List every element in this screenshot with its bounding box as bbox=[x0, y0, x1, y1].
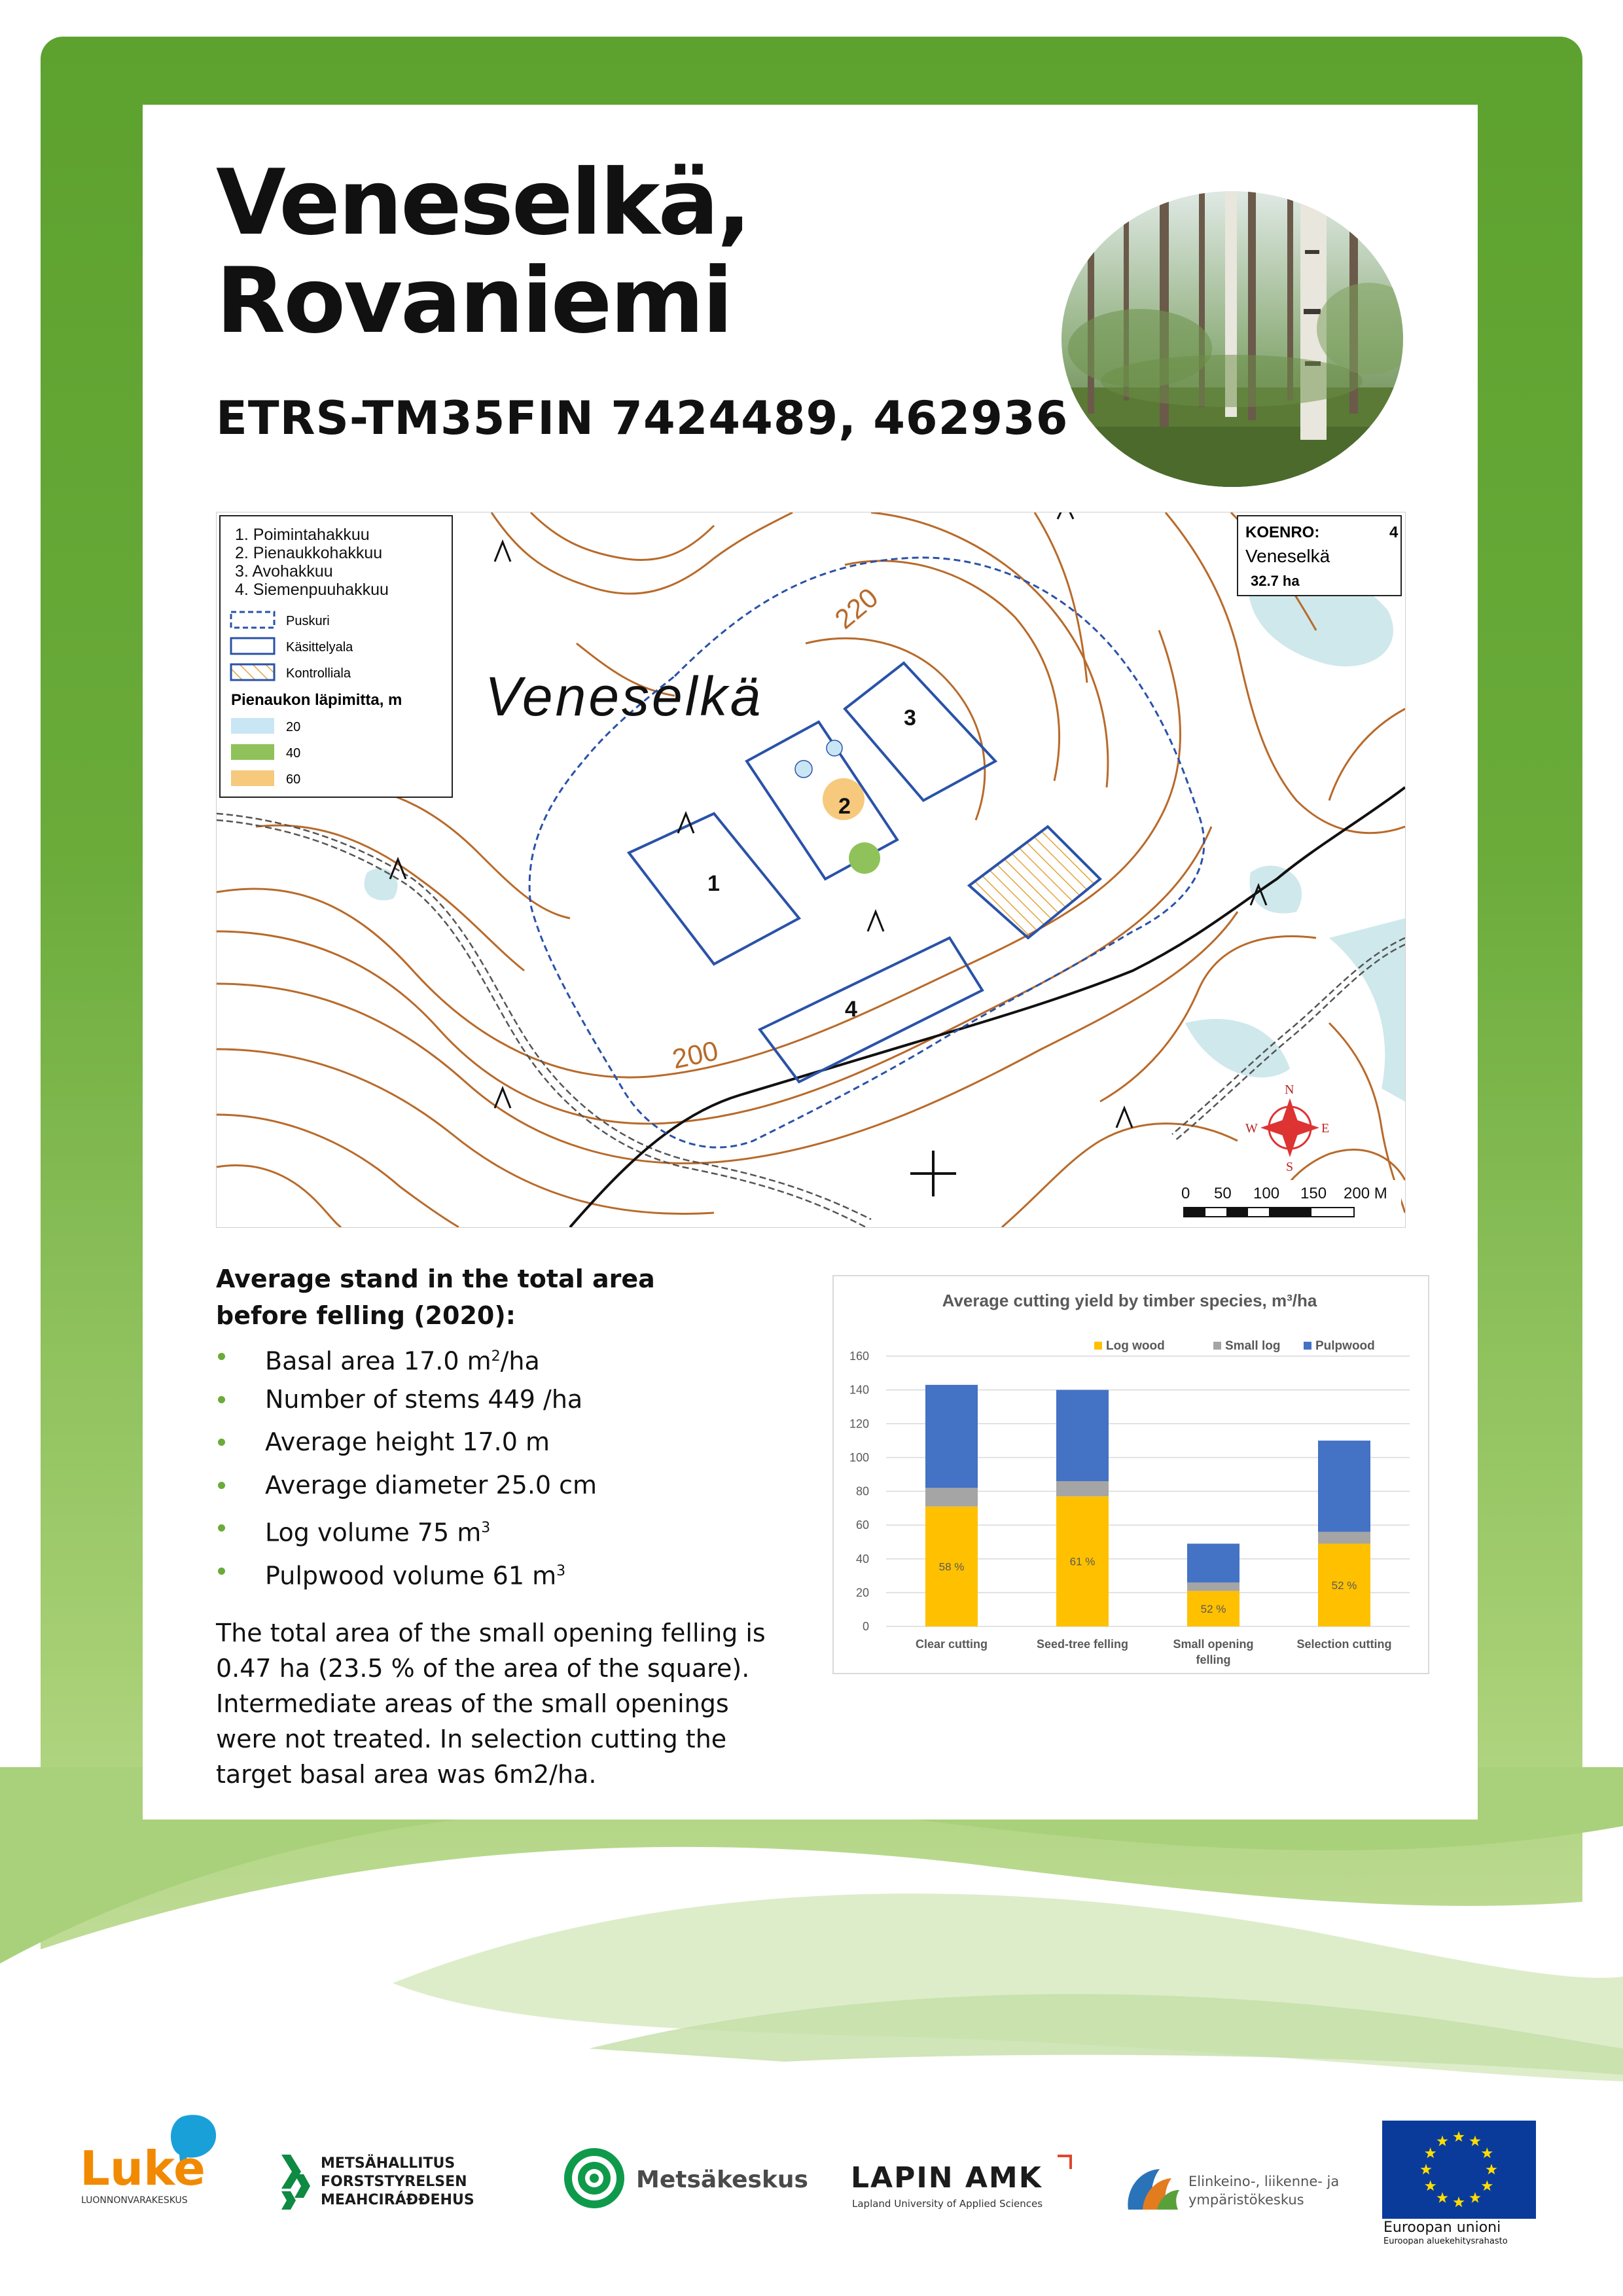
experiment-info-box bbox=[1238, 516, 1401, 596]
map-place-name: Veneselkä bbox=[485, 666, 764, 727]
x-tick-label: felling bbox=[1196, 1653, 1231, 1666]
y-tick-label: 80 bbox=[855, 1484, 869, 1498]
bar-segment bbox=[1187, 1583, 1240, 1591]
legend-label: Small log bbox=[1225, 1339, 1281, 1353]
legend-buffer: Puskuri bbox=[286, 614, 330, 628]
legend-treatment: Käsittelyala bbox=[286, 640, 353, 655]
legend-size-20: 20 bbox=[286, 720, 301, 734]
eu-subtitle: Euroopan aluekehitysrahasto bbox=[1383, 2236, 1508, 2245]
plot-number-2: 2 bbox=[838, 794, 851, 819]
list-item bbox=[216, 1507, 597, 1550]
item-text: Basal area 17.0 m bbox=[265, 1346, 491, 1376]
item-text: Log volume 75 m bbox=[265, 1518, 482, 1547]
y-tick-label: 120 bbox=[849, 1417, 869, 1431]
data-label: 58 % bbox=[938, 1560, 965, 1573]
legend-label: Log wood bbox=[1106, 1339, 1165, 1353]
bullet-icon bbox=[218, 1482, 225, 1489]
opening-40m bbox=[849, 842, 880, 874]
plot-numbers bbox=[707, 706, 916, 1022]
item-sup: 3 bbox=[556, 1562, 566, 1579]
list-item bbox=[216, 1550, 597, 1593]
crosshair-marker bbox=[910, 1151, 956, 1196]
legend-method-3: 3. Avohakkuu bbox=[235, 562, 333, 581]
legend-opening-title: Pienaukon läpimitta, m bbox=[231, 691, 402, 709]
y-tick-label: 100 bbox=[849, 1450, 869, 1464]
scale-150: 150 bbox=[1300, 1185, 1327, 1202]
y-tick-label: 20 bbox=[855, 1586, 869, 1600]
luke-subtitle: LUONNONVARAKESKUS bbox=[81, 2195, 188, 2206]
item-suffix: /ha bbox=[500, 1346, 540, 1376]
y-tick-label: 160 bbox=[849, 1350, 869, 1363]
x-tick-label: Seed-tree felling bbox=[1036, 1638, 1129, 1651]
bullet-icon bbox=[218, 1396, 225, 1403]
bar-segment bbox=[1318, 1532, 1370, 1543]
luke-wordmark: Luke bbox=[80, 2141, 205, 2196]
metsahallitus-line-1: METSÄHALLITUS bbox=[321, 2155, 455, 2172]
water-area bbox=[1185, 1019, 1290, 1077]
list-item bbox=[216, 1464, 597, 1507]
legend-size-40: 40 bbox=[286, 746, 301, 761]
scale-100: 100 bbox=[1253, 1185, 1280, 1202]
list-item bbox=[216, 1378, 597, 1422]
legend-size-60: 60 bbox=[286, 772, 301, 787]
yield-chart bbox=[832, 1275, 1429, 1674]
y-tick-label: 0 bbox=[862, 1620, 869, 1633]
legend-swatch bbox=[1304, 1342, 1311, 1350]
eu-logo bbox=[1382, 2121, 1543, 2245]
compass-e: E bbox=[1321, 1121, 1330, 1136]
description-paragraph: The total area of the small opening felling is 0.47 ha (23.5 % of the area of the square). Intermediate areas of the small openings were not treated. In selection cutting the target basal area was 6m2/ha. bbox=[216, 1619, 766, 1789]
x-tick-label: Small opening bbox=[1173, 1638, 1254, 1651]
ely-line-1: Elinkeino-, liikenne- ja bbox=[1188, 2174, 1340, 2189]
data-label: 52 % bbox=[1200, 1602, 1226, 1615]
x-tick-label: Selection cutting bbox=[1296, 1638, 1392, 1651]
compass-w: W bbox=[1245, 1121, 1258, 1136]
info-area: 32.7 ha bbox=[1251, 573, 1300, 589]
data-label: 61 % bbox=[1069, 1555, 1096, 1568]
page-title bbox=[216, 150, 1014, 353]
metsakeskus-wordmark: Metsäkeskus bbox=[636, 2166, 808, 2193]
plot-3-outline bbox=[845, 663, 995, 800]
contour-label-220: 220 bbox=[829, 581, 884, 635]
y-tick-label: 60 bbox=[855, 1518, 869, 1532]
stand-list bbox=[216, 1335, 597, 1592]
lapin-amk-logo bbox=[851, 2153, 1086, 2212]
contour-label-200: 200 bbox=[669, 1035, 721, 1075]
stand-heading: Average stand in the total area before felling (2020): bbox=[216, 1265, 655, 1330]
legend-method-4: 4. Siemenpuuhakkuu bbox=[235, 581, 389, 599]
y-tick-label: 140 bbox=[849, 1383, 869, 1397]
metsahallitus-logo bbox=[281, 2152, 510, 2211]
scale-200: 200 M bbox=[1344, 1185, 1387, 1202]
list-item bbox=[216, 1421, 597, 1464]
forest-photo bbox=[1061, 191, 1403, 487]
item-text: Pulpwood volume 61 m bbox=[265, 1561, 557, 1590]
y-tick-label: 40 bbox=[855, 1552, 869, 1566]
bullet-icon bbox=[218, 1439, 225, 1446]
bar-segment bbox=[1318, 1441, 1370, 1532]
bullet-icon bbox=[218, 1524, 225, 1532]
legend-label: Pulpwood bbox=[1315, 1339, 1375, 1353]
item-sup: 3 bbox=[481, 1520, 491, 1536]
opening-20m bbox=[795, 761, 812, 778]
item-text: Average diameter 25.0 cm bbox=[265, 1470, 597, 1499]
title-line-2: Rovaniemi bbox=[216, 248, 732, 353]
scale-0: 0 bbox=[1181, 1185, 1190, 1202]
data-label: 52 % bbox=[1331, 1579, 1357, 1592]
eu-title: Euroopan unioni bbox=[1383, 2219, 1501, 2236]
bar-segment bbox=[1056, 1390, 1109, 1481]
info-name: Veneselkä bbox=[1245, 546, 1330, 566]
water-area bbox=[1329, 918, 1405, 1102]
bar-segment bbox=[925, 1488, 978, 1506]
ely-line-2: ympäristökeskus bbox=[1188, 2192, 1304, 2208]
title-line-1: Veneselkä, bbox=[216, 150, 750, 255]
green-wave-decoration bbox=[0, 1767, 1623, 2134]
chart-svg bbox=[834, 1276, 1425, 1670]
metsakeskus-logo bbox=[563, 2147, 812, 2212]
chart-title: Average cutting yield by timber species, m³/ha bbox=[942, 1291, 1317, 1310]
x-tick-label: Clear cutting bbox=[915, 1638, 988, 1651]
site-map bbox=[216, 512, 1406, 1228]
forest-symbols bbox=[390, 512, 1266, 1128]
metsahallitus-line-3: MEAHCIRÁÐÐEHUS bbox=[321, 2192, 474, 2208]
ely-logo bbox=[1126, 2164, 1368, 2216]
scale-50: 50 bbox=[1214, 1185, 1232, 1202]
compass-s: S bbox=[1286, 1160, 1294, 1174]
luke-logo bbox=[77, 2111, 228, 2210]
legend-swatch bbox=[1094, 1342, 1102, 1350]
opening-20m bbox=[827, 740, 842, 756]
item-text: Number of stems 449 /ha bbox=[265, 1384, 583, 1414]
plot-number-3: 3 bbox=[904, 706, 916, 730]
legend-method-1: 1. Poimintahakkuu bbox=[235, 526, 370, 544]
scale-bar bbox=[1179, 1180, 1401, 1227]
coordinates: ETRS-TM35FIN 7424489, 462936 bbox=[216, 391, 1069, 445]
compass-n: N bbox=[1285, 1083, 1294, 1097]
list-item bbox=[216, 1335, 597, 1378]
bar-segment bbox=[925, 1385, 978, 1488]
legend-control: Kontrolliala bbox=[286, 666, 351, 681]
bar-segment bbox=[1056, 1481, 1109, 1496]
lapin-subtitle: Lapland University of Applied Sciences bbox=[852, 2198, 1043, 2210]
plot-number-4: 4 bbox=[845, 997, 857, 1022]
map-legend bbox=[220, 516, 452, 797]
lapin-wordmark: LAPIN AMK bbox=[851, 2161, 1043, 2195]
bullet-icon bbox=[218, 1568, 225, 1575]
info-number: 4 bbox=[1389, 524, 1399, 541]
legend-method-2: 2. Pienaukkohakkuu bbox=[235, 544, 383, 562]
info-label: KOENRO: bbox=[1245, 524, 1320, 541]
item-text: Average height 17.0 m bbox=[265, 1427, 550, 1456]
legend-swatch bbox=[1213, 1342, 1221, 1350]
bullet-icon bbox=[218, 1353, 225, 1360]
metsahallitus-line-2: FORSTSTYRELSEN bbox=[321, 2174, 467, 2190]
plot-number-1: 1 bbox=[707, 871, 720, 896]
control-plot bbox=[969, 827, 1100, 938]
bar-segment bbox=[1187, 1544, 1240, 1583]
item-sup: 2 bbox=[491, 1348, 501, 1365]
